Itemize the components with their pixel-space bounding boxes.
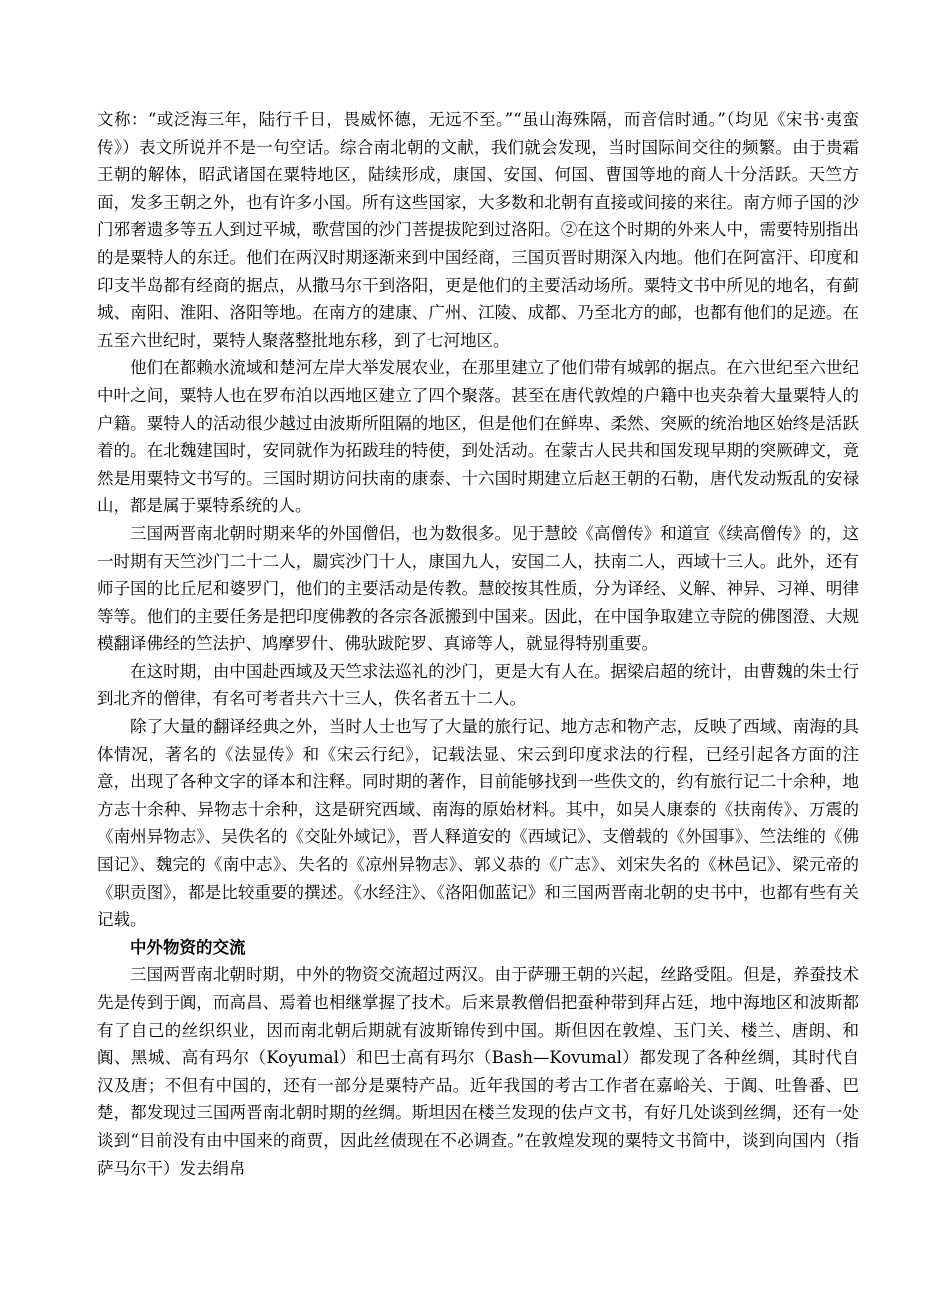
paragraph-1: 文称：“或泛海三年，陆行千日，畏威怀德，无远不至。”“虽山海殊隔，而音信时通。”（均见《宋书·夷蛮传》）表文所说并不是一句空话。综合南北朝的文献，我们就会发现，当时国际间交往的频繁。由于贵霜王朝的解体，昭武诸国在粟特地区，陆续形成，康国、安国、何国、曹国等地的商人十分活跃。天竺方面，发多王朝之外，也有许多小国。所有这些国家，大多数和北朝有直接或间接的来往。南方师子国的沙门邪奢遗多等五人到过平城，歌营国的沙门菩提拔陀到过洛阳。②在这个时期的外来人中，需要特别指出的是粟特人的东迁。他们在两汉时期逐渐来到中国经商，三国页晋时期深入内地。他们在阿富汗、印度和印支半岛都有经商的据点，从撒马尔干到洛阳，更是他们的主要活动场所。粟特文书中所见的地名，有蓟城、南阳、淮阳、洛阳等地。在南方的建康、广州、江陵、成都、乃至北方的邮，也都有他们的足迹。在五至六世纪时，粟特人聚落整批地东移，到了七河地区。 (97, 110, 859, 350)
paragraph-2: 他们在都赖水流域和楚河左岸大举发展农业，在那里建立了他们带有城郭的据点。在六世纪至六世纪中叶之间，粟特人也在罗布泊以西地区建立了四个聚落。甚至在唐代敦煌的户籍中也夹杂着大量粟特人的户籍。粟特人的活动很少越过由波斯所阻隔的地区，但是他们在鲜卑、柔然、突厥的统治地区始终是活跃着的。在北魏建国时，安同就作为拓跋珪的特使，到处活动。在蒙古人民共和国发现早期的突厥碑文，竟然是用粟特文书写的。三国时期访问扶南的康泰、十六国时期建立后赵王朝的石勒，唐代发动叛乱的安禄山，都是属于粟特系统的人。 (97, 358, 859, 516)
document-page (97, 106, 859, 1182)
section-heading: 中外物资的交流 (130, 937, 246, 957)
section-paragraph: 三国两晋南北朝时期，中外的物资交流超过两汉。由于萨珊王朝的兴起，丝路受阻。但是，养蚕技术先是传到于阗，而高昌、焉着也相继掌握了技术。后来景教僧侣把蚕种带到拜占廷，地中海地区和波斯都有了自己的丝织织业，因而南北朝后期就有波斯锦传到中国。斯但因在敦煌、玉门关、楼兰、唐朗、和阗、黑城、高有玛尔（Koyumal）和巴士高有玛尔（Bash—Kovumal）都发现了各种丝绸，其时代自汉及唐；不但有中国的，还有一部分是粟特产品。近年我国的考古工作者在嘉峪关、于阗、吐鲁番、巴楚，都发现过三国两晋南北朝时期的丝绸。斯坦因在楼兰发现的佉卢文书，有好几处谈到丝绸，还有一处谈到“目前没有由中国来的商贾，因此丝债现在不必调查。”在敦煌发现的粟特文书简中，谈到向国内（指萨马尔干）发去绢帛 (97, 965, 859, 1178)
paragraph-5: 除了大量的翻译经典之外，当时人士也写了大量的旅行记、地方志和物产志，反映了西域、南海的具体情况，著名的《法显传》和《宋云行纪》，记载法显、宋云到印度求法的行程，已经引起各方面的注意，出现了各种文字的译本和注释。同时期的著作，目前能够找到一些佚文的，约有旅行记二十余种，地方志十余种、异物志十余种，这是研究西域、南海的原始材料。其中，如吴人康泰的《扶南传》、万震的《南州异物志》、吴佚名的《交阯外域记》，晋人释道安的《西域记》、支僧载的《外国事》、竺法维的《佛国记》、魏完的《南中志》、失名的《凉州异物志》、郭义恭的《广志》、刘宋失名的《林邑记》、梁元帝的《职贡图》，都是比较重要的撰述。《水经注》、《洛阳伽蓝记》和三国两晋南北朝的史书中，也都有些有关记载。 (97, 717, 859, 930)
paragraph-4: 在这时期，由中国赴西域及天竺求法巡礼的沙门，更是大有人在。据梁启超的统计，由曹魏的朱士行到北齐的僧律，有名可考者共六十三人，佚名者五十二人。 (97, 661, 859, 709)
paragraph-3: 三国两晋南北朝时期来华的外国僧侣，也为数很多。见于慧皎《高僧传》和道宣《续高僧传》的，这一时期有天竺沙门二十二人，罽宾沙门十人，康国九人，安国二人，扶南二人，西域十三人。此外，还有师子国的比丘尼和婆罗门，他们的主要活动是传教。慧皎按其性质，分为译经、义解、神异、习禅、明律等等。他们的主要任务是把印度佛教的各宗各派搬到中国来。因此，在中国争取建立寺院的佛图澄、大规模翻译佛经的竺法护、鸠摩罗什、佛驮跋陀罗、真谛等人，就显得特别重要。 (97, 523, 859, 654)
